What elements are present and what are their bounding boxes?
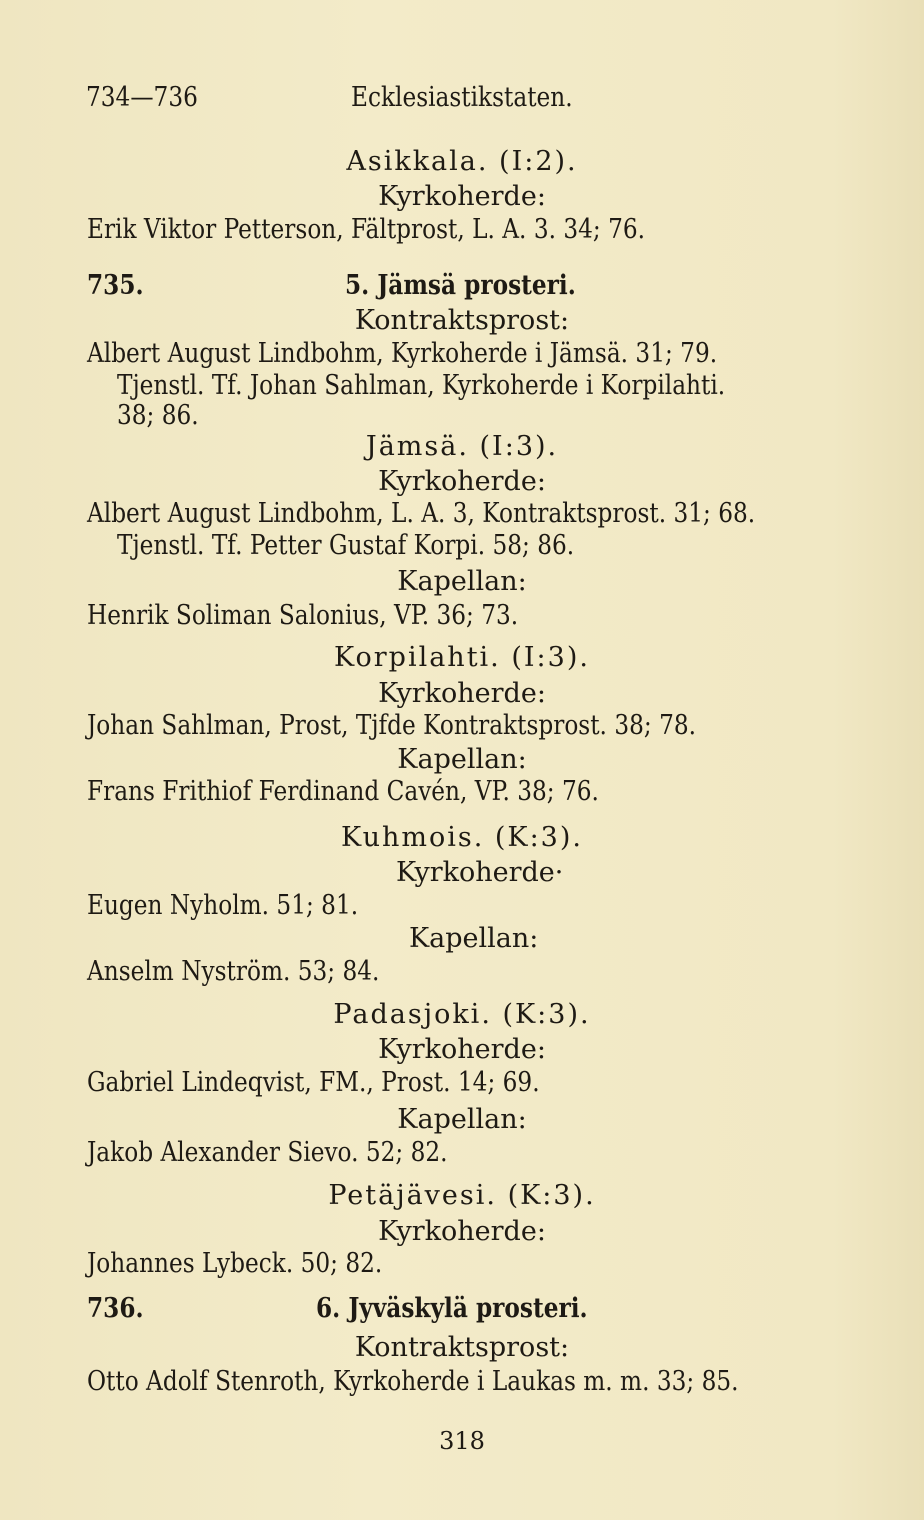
- parish-heading-petajavesi: Petäjävesi. (K:3).: [328, 1180, 596, 1211]
- deanery-title: 6. Jyväskylä prosteri.: [316, 1293, 588, 1324]
- parish-heading-jamsa: Jämsä. (I:3).: [365, 431, 559, 462]
- clergy-entry: Johan Sahlman, Prost, Tjfde Kontraktsprost. 38; 78.: [87, 710, 697, 741]
- clergy-entry-continued: Tjenstl. Tf. Johan Sahlman, Kyrkoherde i Korpilahti.: [117, 370, 726, 401]
- role-label: Kyrkoherde:: [378, 466, 546, 497]
- role-label: Kyrkoherde:: [378, 1216, 546, 1247]
- role-label: Kyrkoherde:: [378, 678, 546, 709]
- clergy-entry: Johannes Lybeck. 50; 82.: [87, 1248, 383, 1279]
- clergy-entry: Albert August Lindbohm, Kyrkoherde i Jämsä. 31; 79.: [87, 338, 718, 369]
- section-number: 736.: [87, 1293, 144, 1324]
- role-label: Kyrkoherde:: [378, 181, 546, 212]
- parish-heading-padasjoki: Padasjoki. (K:3).: [333, 999, 591, 1030]
- role-label: Kyrkoherde:: [378, 1034, 546, 1065]
- clergy-entry: Otto Adolf Stenroth, Kyrkoherde i Laukas m. m. 33; 85.: [87, 1366, 739, 1397]
- parish-heading-asikkala: Asikkala. (I:2).: [346, 146, 578, 177]
- role-label: Kapellan:: [397, 744, 527, 775]
- role-label: Kapellan:: [409, 923, 539, 954]
- clergy-entry: Albert August Lindbohm, L. A. 3, Kontraktsprost. 31; 68.: [87, 498, 756, 529]
- clergy-entry: Eugen Nyholm. 51; 81.: [87, 890, 359, 921]
- page-number: 318: [439, 1427, 485, 1455]
- role-label: Kontraktsprost:: [354, 1332, 570, 1363]
- clergy-entry: Gabriel Lindeqvist, FM., Prost. 14; 69.: [87, 1067, 540, 1098]
- clergy-entry: Anselm Nyström. 53; 84.: [87, 956, 380, 987]
- clergy-entry-continued: 38; 86.: [117, 400, 199, 431]
- page-range: 734—736: [86, 82, 198, 113]
- running-title: Ecklesiastikstaten.: [351, 82, 573, 113]
- clergy-entry: Jakob Alexander Sievo. 52; 82.: [87, 1137, 448, 1168]
- role-label: Kontraktsprost:: [354, 305, 570, 336]
- role-label: Kyrkoherde·: [396, 857, 564, 888]
- clergy-entry: Henrik Soliman Salonius, VP. 36; 73.: [87, 600, 519, 631]
- parish-heading-kuhmois: Kuhmois. (K:3).: [341, 822, 583, 853]
- section-number: 735.: [87, 270, 144, 301]
- role-label: Kapellan:: [397, 1104, 527, 1135]
- role-label: Kapellan:: [397, 566, 527, 597]
- clergy-entry-continued: Tjenstl. Tf. Petter Gustaf Korpi. 58; 86.: [117, 530, 575, 561]
- clergy-entry: Erik Viktor Petterson, Fältprost, L. A. 3. 34; 76.: [87, 214, 646, 245]
- parish-heading-korpilahti: Korpilahti. (I:3).: [334, 642, 590, 673]
- clergy-entry: Frans Frithiof Ferdinand Cavén, VP. 38; 76.: [87, 776, 599, 807]
- deanery-title: 5. Jämsä prosteri.: [345, 270, 576, 301]
